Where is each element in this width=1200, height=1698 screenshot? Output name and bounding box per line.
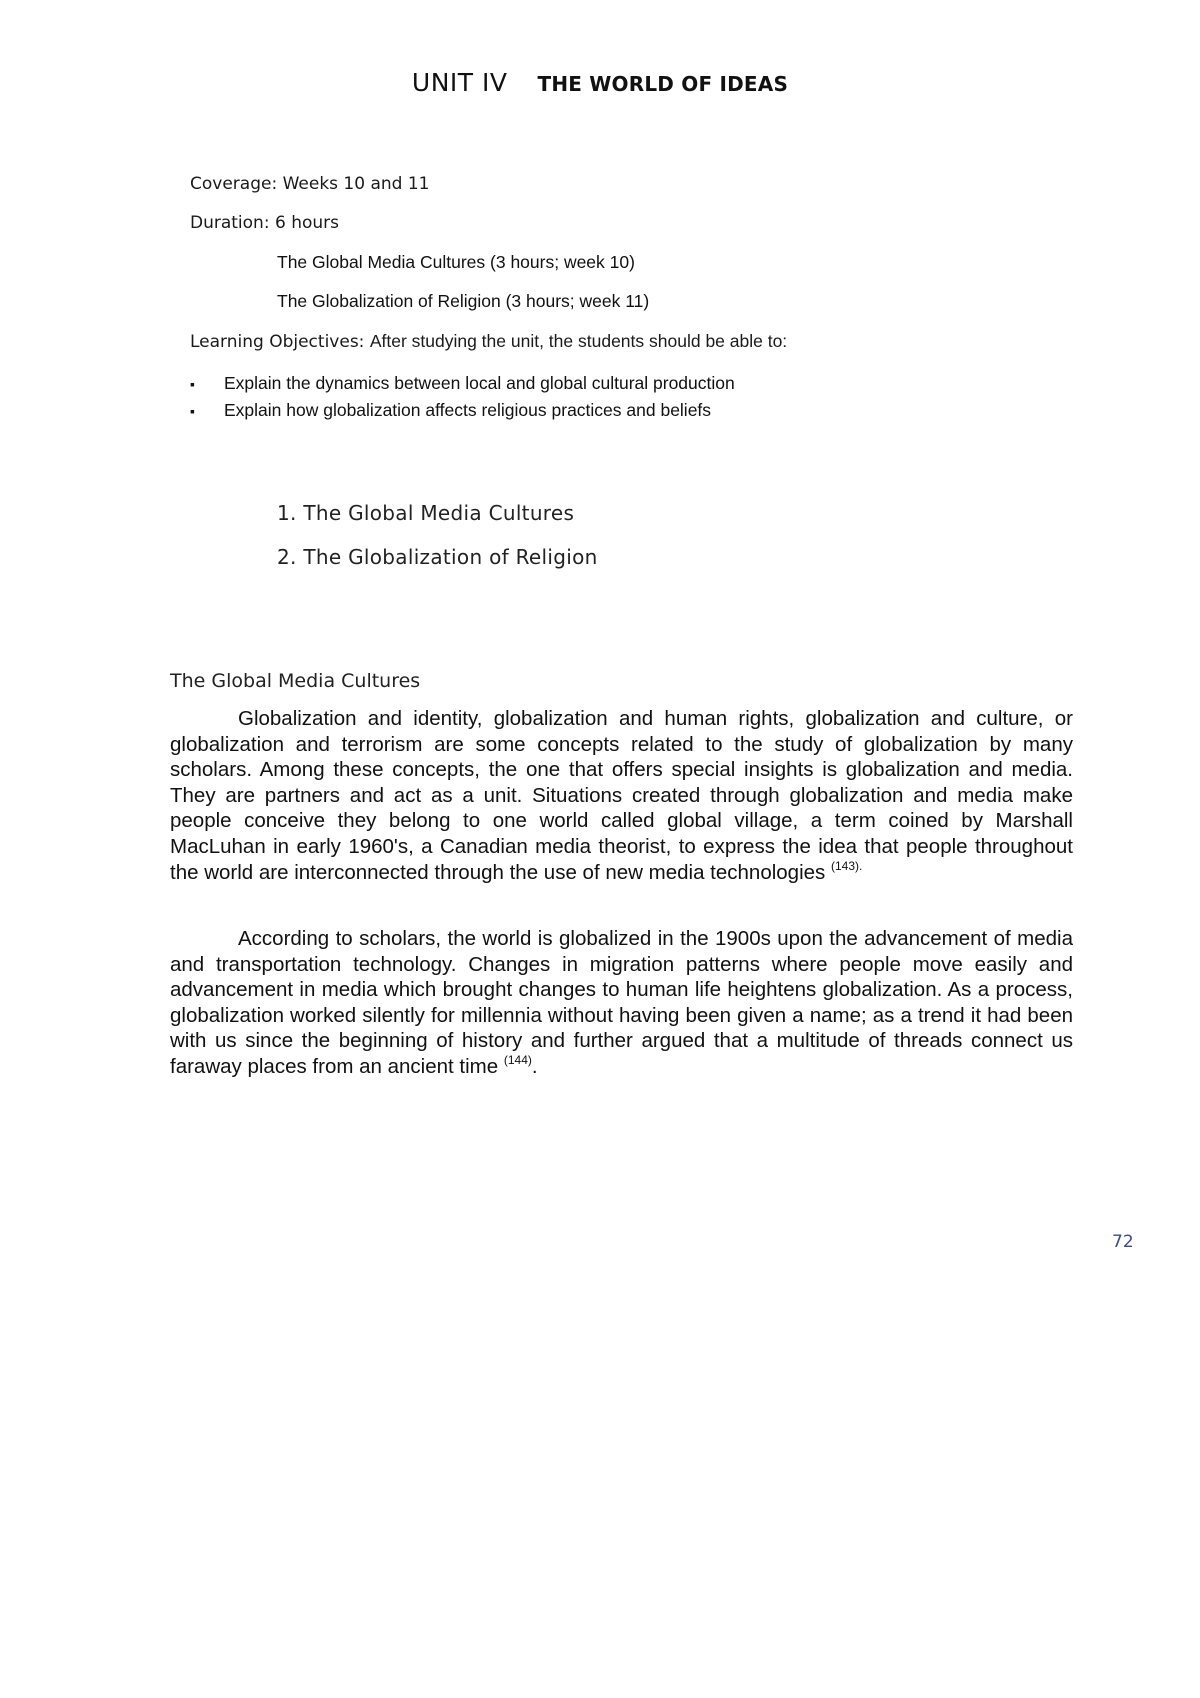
duration-item: The Global Media Cultures (3 hours; week 10) bbox=[277, 252, 635, 272]
section-heading: The Global Media Cultures bbox=[170, 670, 421, 692]
paragraph-end: . bbox=[531, 1054, 538, 1078]
objective-item bbox=[190, 400, 711, 421]
toc-item: 2. The Globalization of Religion bbox=[277, 545, 598, 569]
objectives-intro: After studying the unit, the students should be able to: bbox=[369, 331, 788, 351]
duration-line bbox=[190, 213, 339, 233]
toc-item: 1. The Global Media Cultures bbox=[277, 501, 575, 525]
duration-label: Duration: bbox=[190, 213, 270, 233]
paragraph bbox=[170, 926, 1073, 1080]
objective-text: Explain how globalization affects religious practices and beliefs bbox=[224, 400, 712, 420]
coverage-value: Weeks 10 and 11 bbox=[282, 174, 430, 194]
objective-text: Explain the dynamics between local and global cultural production bbox=[224, 373, 735, 393]
coverage-line bbox=[190, 174, 429, 194]
paragraph bbox=[170, 706, 1073, 885]
bullet-icon: ▪ bbox=[190, 403, 195, 419]
coverage-label: Coverage: bbox=[190, 174, 278, 194]
bullet-icon: ▪ bbox=[190, 376, 195, 392]
reference-mark: (143). bbox=[830, 858, 863, 873]
objectives-label: Learning Objectives: bbox=[190, 332, 365, 352]
unit-title bbox=[0, 68, 1200, 97]
paragraph-text: Globalization and identity, globalization and human rights, globalization and culture, or globalization and terrorism are some concepts related to the study of globalization by many scholars. Among these concepts, the one that offers special insights is globalization and media. They are partners and act as a unit. Situations created through globalization and media make people conceive they belong to one world called global village, a term coined by Marshall MacLuhan in early 1960's, a Canadian media theorist, to express the idea that people throughout the world are interconnected through the use of new media technologies bbox=[170, 707, 1073, 884]
duration-value: 6 hours bbox=[274, 213, 339, 233]
reference-mark: (144) bbox=[503, 1052, 532, 1067]
duration-item: The Globalization of Religion (3 hours; week 11) bbox=[277, 291, 650, 311]
paragraph-text: According to scholars, the world is globalized in the 1900s upon the advancement of media and transportation technology. Changes in migration patterns where people move easily and advancement in media which brought changes to human life heightens globalization. As a process, globalization worked silently for millennia without having been given a name; as a trend it had been with us since the beginning of history and further argued that a multitude of threads connect us faraway places from an ancient time bbox=[170, 927, 1073, 1078]
page-number: 72 bbox=[1112, 1232, 1134, 1252]
unit-number: UNIT IV bbox=[411, 68, 508, 97]
objectives-line bbox=[190, 331, 787, 352]
unit-topic: THE WORLD OF IDEAS bbox=[537, 72, 789, 96]
objective-item bbox=[190, 373, 735, 394]
